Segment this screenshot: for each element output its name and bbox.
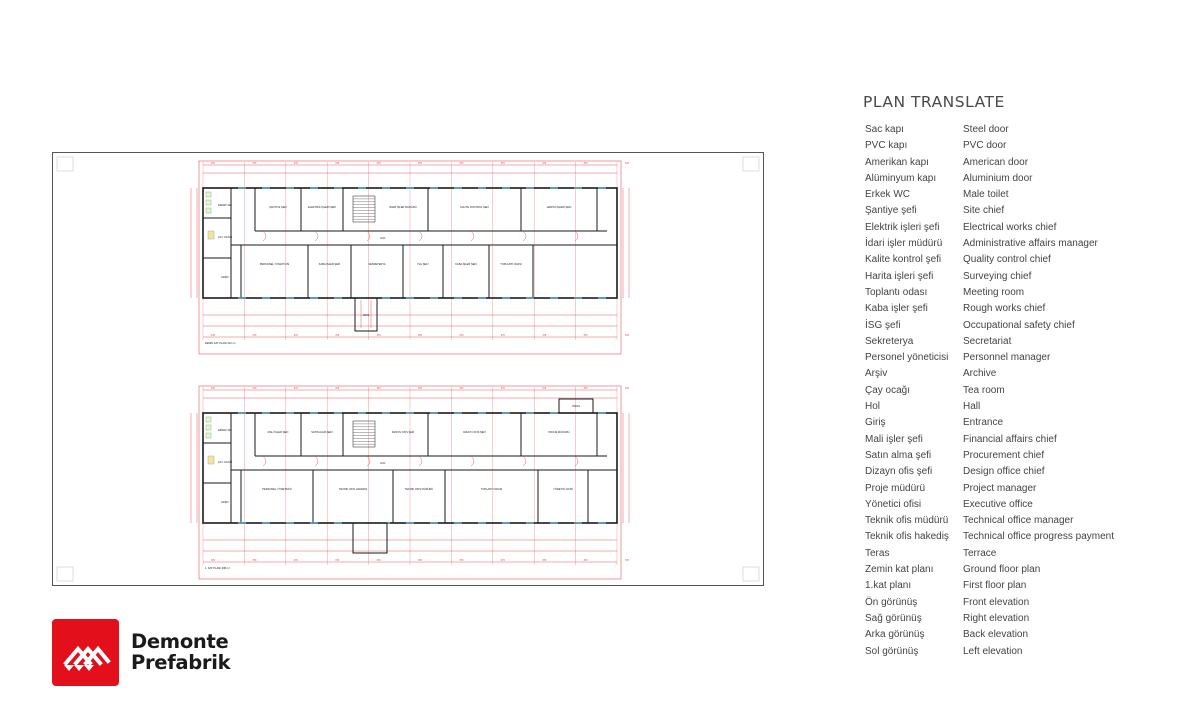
room-label: ÇAY OCAĞI <box>217 461 233 464</box>
dimension-label: 370 <box>500 559 505 562</box>
legend-term-tr: Harita işleri şefi <box>865 270 934 282</box>
legend-row <box>863 611 1183 627</box>
legend-term-en: Technical office progress payment <box>963 531 1115 543</box>
legend-term-en: Aluminium door <box>963 172 1033 184</box>
legend-row <box>863 269 1183 285</box>
legend-row <box>863 236 1183 252</box>
legend-row <box>863 220 1183 236</box>
legend-term-tr: Satın alma şefi <box>865 449 932 461</box>
dimension-label: 370 <box>376 559 381 562</box>
legend-row <box>863 350 1183 366</box>
room-label: ARŞİV <box>221 276 229 279</box>
legend-term-tr: Elektrik işleri şefi <box>865 221 940 233</box>
room-label: DİZAYN OFİS ŞEFİ <box>463 431 486 434</box>
legend-term-en: Executive office <box>963 498 1033 510</box>
legend-term-en: Steel door <box>963 124 1009 135</box>
legend-term-en: Administrative affairs manager <box>963 238 1098 250</box>
legend-term-tr: Zemin kat planı <box>865 564 934 576</box>
legend-term-en: PVC door <box>963 140 1007 152</box>
legend-term-tr: Çay ocağı <box>865 384 911 396</box>
legend-term-tr: Sekreterya <box>865 335 914 347</box>
hall-label: HOL <box>380 462 386 465</box>
room-label: PERSONEL YÖNETİCİSİ <box>262 488 292 491</box>
sheet-corner-mark <box>57 567 73 581</box>
legend-term-tr: Alüminyum kapı <box>865 172 937 184</box>
legend-term-en: Tea room <box>963 384 1005 396</box>
door-swing <box>471 456 474 466</box>
dimension-label: 370 <box>418 334 422 337</box>
brand-line-1: Demonte <box>131 630 229 653</box>
legend-row <box>863 252 1183 268</box>
room-label: PROJE MÜDÜRÜ <box>548 431 570 434</box>
wc-fixture-icon <box>206 200 211 205</box>
dimension-label: 370 <box>583 387 588 390</box>
legend-term-en: First floor plan <box>963 580 1027 592</box>
legend-row <box>863 497 1183 513</box>
dimension-label: 370 <box>542 387 547 390</box>
legend-row <box>863 513 1183 529</box>
legend-row <box>863 448 1183 464</box>
legend-title: PLAN TRANSLATE <box>863 93 1005 111</box>
legend-row <box>863 546 1183 562</box>
dimension-label: 370 <box>418 559 422 562</box>
legend-row <box>863 187 1183 203</box>
legend-term-tr: İSG şefi <box>865 319 901 331</box>
dimension-label: 370 <box>542 334 547 337</box>
legend-term-en: Terrace <box>963 547 997 559</box>
legend-term-en: Right elevation <box>963 612 1030 624</box>
legend-term-en: Financial affairs chief <box>963 433 1057 445</box>
legend-row <box>863 301 1183 317</box>
brand-name <box>131 631 230 673</box>
room-label: MALİ İŞLER ŞEFİ <box>267 431 289 434</box>
dimension-label: 370 <box>335 559 340 562</box>
legend-row <box>863 171 1183 187</box>
room-label: TOPLANTI ODASI <box>500 263 522 266</box>
legend-row <box>863 595 1183 611</box>
legend-term-tr: Teknik ofis müdürü <box>865 515 949 527</box>
dimension-label: 370 <box>335 162 340 165</box>
dimension-label: 370 <box>418 162 422 165</box>
wc-fixture-icon <box>206 433 211 438</box>
staircase <box>353 196 375 222</box>
legend-row <box>863 627 1183 643</box>
sheet-corner-mark <box>743 157 759 171</box>
legend-row <box>863 122 1183 138</box>
legend-term-tr: Ön görünüş <box>865 596 918 608</box>
room-label: KABA İŞLER ŞEFİ <box>455 263 477 266</box>
legend-term-tr: Amerikan kapı <box>865 156 929 168</box>
dimension-label: 370 <box>376 334 381 337</box>
wc-fixture-icon <box>206 425 211 430</box>
legend-term-tr: Dizayn ofis şefi <box>865 466 933 478</box>
room-label: PERSONEL YÖNETİCİSİ <box>259 263 290 266</box>
dimension-label: 370 <box>211 334 215 337</box>
legend-term-en: Occupational safety chief <box>963 319 1075 331</box>
door-swing <box>523 456 526 466</box>
sheet-corner-mark <box>57 157 73 171</box>
legend-term-tr: Sağ görünüş <box>865 612 922 624</box>
legend-term-tr: 1.kat planı <box>865 580 912 592</box>
legend-term-tr: İdari işler müdürü <box>865 238 943 250</box>
room-label: HARİTA İŞLERİ ŞEFİ <box>546 206 572 209</box>
dimension-label: 370 <box>376 162 381 165</box>
dimension-label: 370 <box>625 334 629 337</box>
dimension-label: 370 <box>211 387 215 390</box>
legend-row <box>863 203 1183 219</box>
legend-term-tr: Hol <box>865 401 881 413</box>
door-swing <box>419 456 422 466</box>
legend-term-tr: Teknik ofis hakediş <box>865 531 949 543</box>
legend-row <box>863 578 1183 594</box>
dimension-label: 370 <box>500 162 505 165</box>
legend-row <box>863 318 1183 334</box>
legend-term-tr: PVC kapı <box>865 140 908 152</box>
dimension-label: 370 <box>335 334 340 337</box>
door-swing <box>471 231 474 241</box>
room-label: TEKNİK OFİS MÜDÜRÜ <box>404 488 434 491</box>
dimension-label: 370 <box>211 162 215 165</box>
dimension-label: 370 <box>542 162 547 165</box>
room-label: TOPLANTI ODASI <box>480 488 503 491</box>
door-swing <box>263 456 266 466</box>
legend-row <box>863 399 1183 415</box>
dimension-label: 370 <box>418 387 422 390</box>
wc-fixture-icon <box>206 192 211 197</box>
hall-label: HOL <box>380 237 386 240</box>
dimension-label: 370 <box>542 559 547 562</box>
legend-term-en: Quality control chief <box>963 254 1051 266</box>
plan-caption: ZEMIN KAT PLANI 312 m² <box>205 342 236 345</box>
legend-row <box>863 529 1183 545</box>
sink-icon <box>208 231 214 239</box>
legend-term-en: American door <box>963 156 1029 168</box>
legend-row <box>863 366 1183 382</box>
legend-row <box>863 464 1183 480</box>
legend-term-en: Ground floor plan <box>963 564 1041 576</box>
dimension-label: 370 <box>252 387 257 390</box>
legend-term-en: Left elevation <box>963 645 1023 657</box>
plan-translate-legend <box>863 92 1183 660</box>
room-label: ERKEK WC <box>218 204 232 207</box>
dimension-label: 370 <box>211 559 215 562</box>
door-swing <box>419 231 422 241</box>
legend-term-en: Back elevation <box>963 629 1029 641</box>
sink-icon <box>208 456 214 464</box>
legend-term-tr: Toplantı odası <box>865 286 928 298</box>
legend-term-tr: Sol görünüş <box>865 645 919 657</box>
legend-row <box>863 562 1183 578</box>
room-label: ELEKTRİK İŞLERİ ŞEFİ <box>308 206 336 209</box>
sheet-corner-mark <box>743 567 759 581</box>
door-swing <box>575 231 578 241</box>
legend-term-en: Project manager <box>963 482 1037 494</box>
dimension-label: 370 <box>625 559 629 562</box>
wc-fixture-icon <box>206 417 211 422</box>
dimension-label: 370 <box>252 559 257 562</box>
dimension-label: 370 <box>459 387 464 390</box>
room-label: ERKEK WC <box>218 429 232 432</box>
dimension-label: 370 <box>459 559 464 562</box>
dimension-label: 370 <box>500 334 505 337</box>
dimension-label: 370 <box>583 334 588 337</box>
room-label: İSG ŞEFİ <box>417 263 429 266</box>
room-label: İDARİ İŞLER MÜDÜRÜ <box>389 206 417 209</box>
plan-caption: 1. KAT PLANI 308 m² <box>205 567 230 570</box>
room-label: TEKNİK OFİS HAKEDİŞ <box>338 488 368 491</box>
dimension-label: 370 <box>500 387 505 390</box>
door-swing <box>315 456 318 466</box>
dimension-label: 370 <box>335 387 340 390</box>
dimension-label: 370 <box>293 559 298 562</box>
staircase <box>353 421 375 447</box>
entrance-label: GİRİŞ <box>362 314 370 317</box>
demonte-logo-icon <box>52 619 119 686</box>
dimension-label: 370 <box>625 387 629 390</box>
floor-plan-drawing <box>52 152 764 586</box>
legend-row <box>863 415 1183 431</box>
room-label: ARŞİV <box>221 501 229 504</box>
legend-term-tr: Teras <box>865 547 890 559</box>
legend-row <box>863 138 1183 154</box>
legend-term-en: Electrical works chief <box>963 221 1057 233</box>
legend-term-tr: Şantiye şefi <box>865 205 917 217</box>
legend-term-tr: Sac kapı <box>865 124 904 135</box>
room-label: DİZAYN OFİS ŞEFİ <box>391 431 415 434</box>
legend-term-en: Entrance <box>963 417 1004 429</box>
terrace-outline <box>353 523 387 553</box>
legend-term-en: Hall <box>963 401 981 413</box>
legend-term-tr: Arka görünüş <box>865 629 925 641</box>
legend-term-en: Procurement chief <box>963 449 1045 461</box>
legend-term-en: Technical office manager <box>963 515 1074 527</box>
dimension-label: 370 <box>625 162 629 165</box>
wc-fixture-icon <box>206 208 211 213</box>
legend-term-en: Archive <box>963 368 997 380</box>
legend-row <box>863 644 1183 660</box>
legend-row <box>863 432 1183 448</box>
door-swing <box>523 231 526 241</box>
floor-plan-svg <box>53 153 765 587</box>
legend-term-tr: Kalite kontrol şefi <box>865 254 942 266</box>
legend-row <box>863 285 1183 301</box>
dimension-label: 370 <box>459 162 464 165</box>
room-label: SEKRETERYA <box>368 263 386 266</box>
legend-term-tr: Arşiv <box>865 368 888 380</box>
dimension-label: 370 <box>293 162 298 165</box>
dimension-label: 370 <box>583 559 588 562</box>
legend-term-en: Front elevation <box>963 596 1030 608</box>
door-swing <box>575 456 578 466</box>
dimension-label: 370 <box>252 162 257 165</box>
legend-term-tr: Giriş <box>865 417 886 429</box>
door-swing <box>263 231 266 241</box>
legend-term-en: Site chief <box>963 205 1005 217</box>
dimension-label: 370 <box>459 334 464 337</box>
legend-term-en: Personnel manager <box>963 352 1051 364</box>
legend-term-tr: Yönetici ofisi <box>865 498 922 510</box>
legend-term-en: Surveying chief <box>963 270 1032 282</box>
legend-term-en: Secretariat <box>963 335 1012 347</box>
legend-term-en: Meeting room <box>963 286 1025 298</box>
dimension-label: 370 <box>583 162 588 165</box>
dimension-label: 370 <box>293 334 298 337</box>
legend-row <box>863 334 1183 350</box>
legend-row <box>863 481 1183 497</box>
legend-term-tr: Kaba işler şefi <box>865 303 928 315</box>
legend-term-en: Rough works chief <box>963 303 1046 315</box>
legend-term-tr: Personel yöneticisi <box>865 352 949 364</box>
room-label: ÇAY OCAĞI <box>217 236 233 239</box>
dimension-label: 370 <box>252 334 257 337</box>
room-label: KABA İŞLER ŞEFİ <box>318 263 341 266</box>
legend-term-en: Design office chief <box>963 466 1045 478</box>
dimension-label: 370 <box>293 387 298 390</box>
legend-row <box>863 383 1183 399</box>
terrace-label: TERAS <box>572 405 580 408</box>
brand-line-2: Prefabrik <box>131 651 231 674</box>
legend-row <box>863 155 1183 171</box>
door-swing <box>315 231 318 241</box>
brand-logo-block <box>52 618 230 686</box>
legend-term-tr: Mali işler şefi <box>865 433 923 445</box>
room-label: KALİTE KONTROL ŞEFİ <box>460 206 489 209</box>
room-label: YÖNETİCİ OFİSİ <box>553 488 573 491</box>
dimension-label: 370 <box>376 387 381 390</box>
legend-term-tr: Erkek WC <box>865 189 910 201</box>
legend-term-tr: Proje müdürü <box>865 482 926 494</box>
room-label: ŞANTİYE ŞEFİ <box>269 206 287 209</box>
legend-term-en: Male toilet <box>963 189 1009 201</box>
legend-list <box>863 122 1183 660</box>
room-label: SATIN ALMA ŞEFİ <box>311 431 333 434</box>
